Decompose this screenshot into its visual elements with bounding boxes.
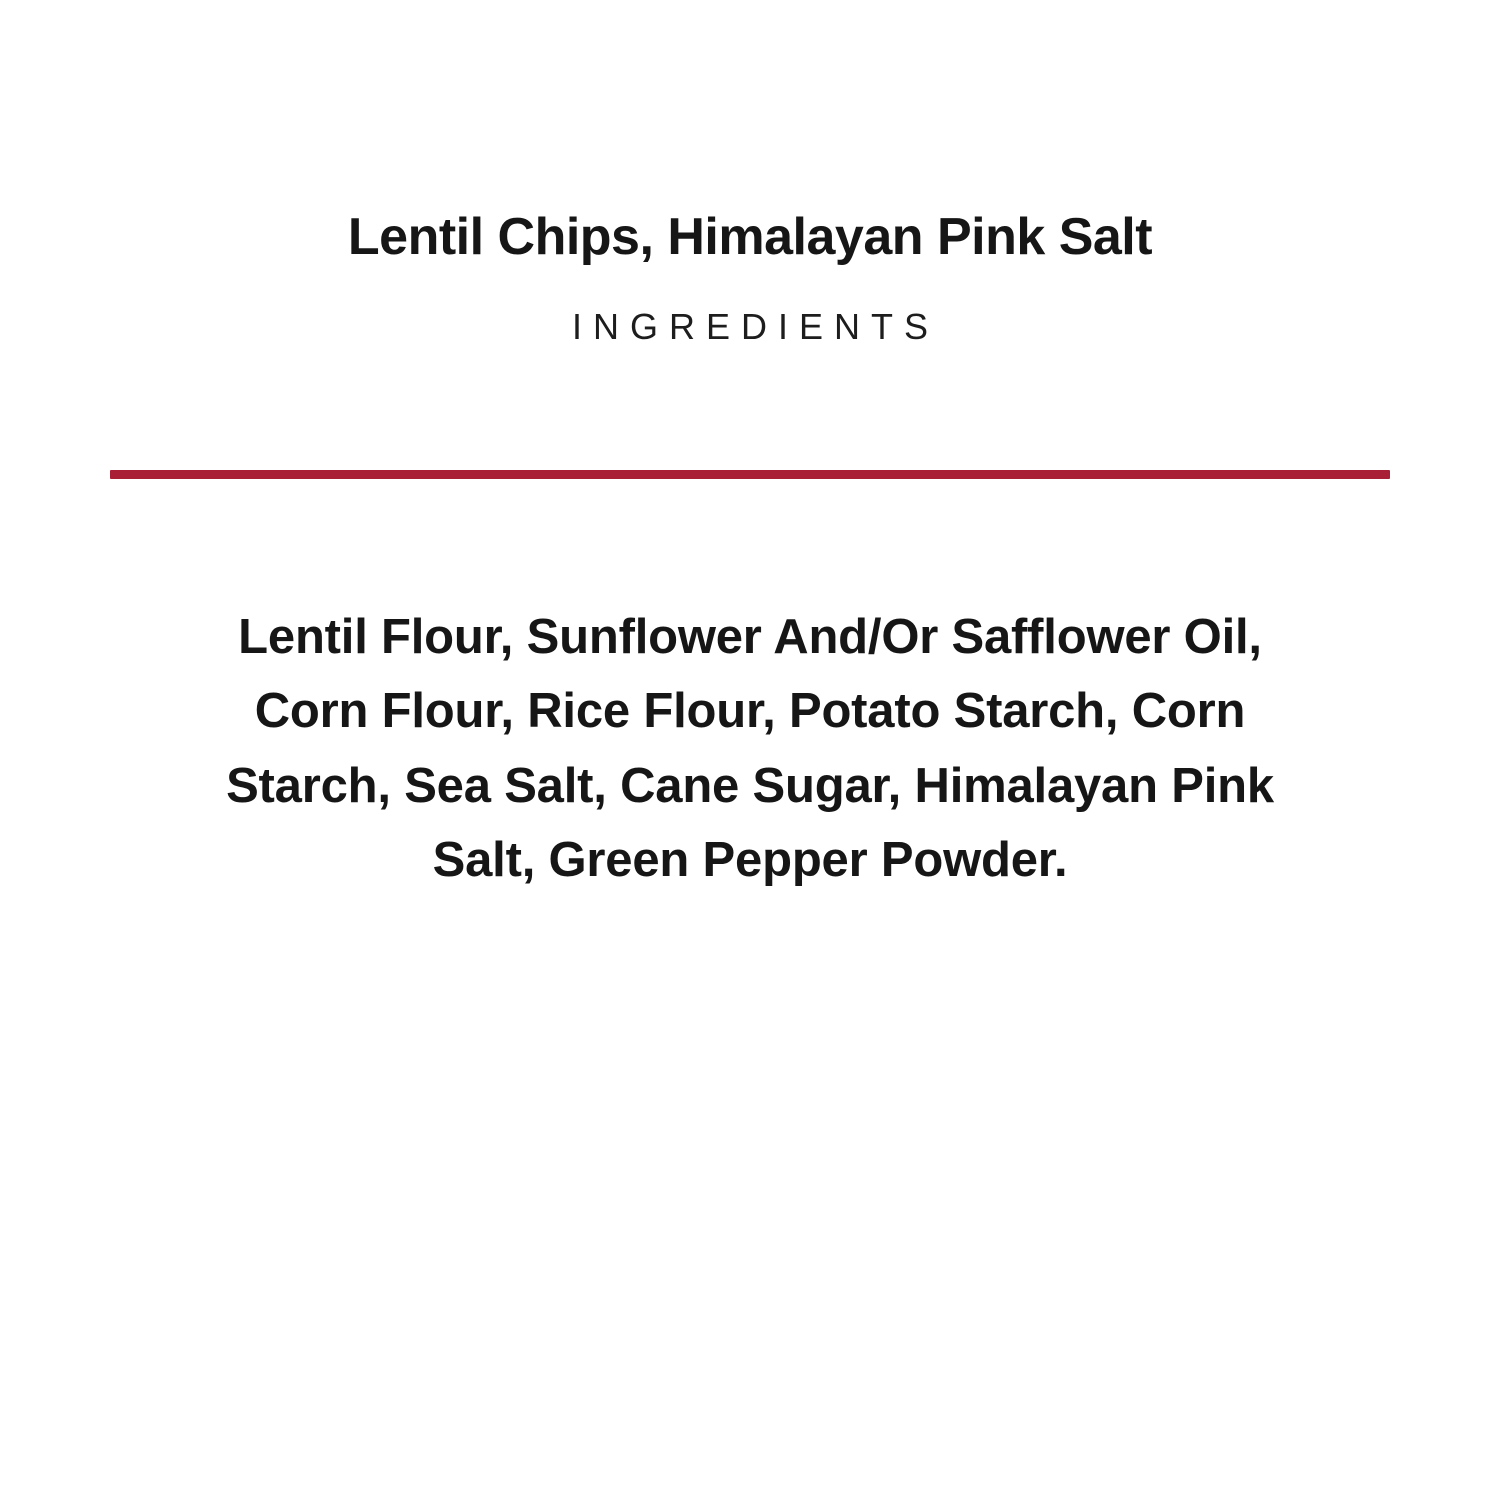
page-title: Lentil Chips, Himalayan Pink Salt (347, 208, 1153, 266)
section-heading-ingredients: INGREDIENTS (571, 306, 940, 347)
ingredients-text: Lentil Flour, Sunflower And/Or Safflower Oil, Corn Flour, Rice Flour, Potato Starch, Corn Starch, Sea Salt, Cane Sugar, Himalayan Pink Salt, Green Pepper Powder. (226, 610, 1274, 888)
accent-divider (110, 470, 1390, 479)
